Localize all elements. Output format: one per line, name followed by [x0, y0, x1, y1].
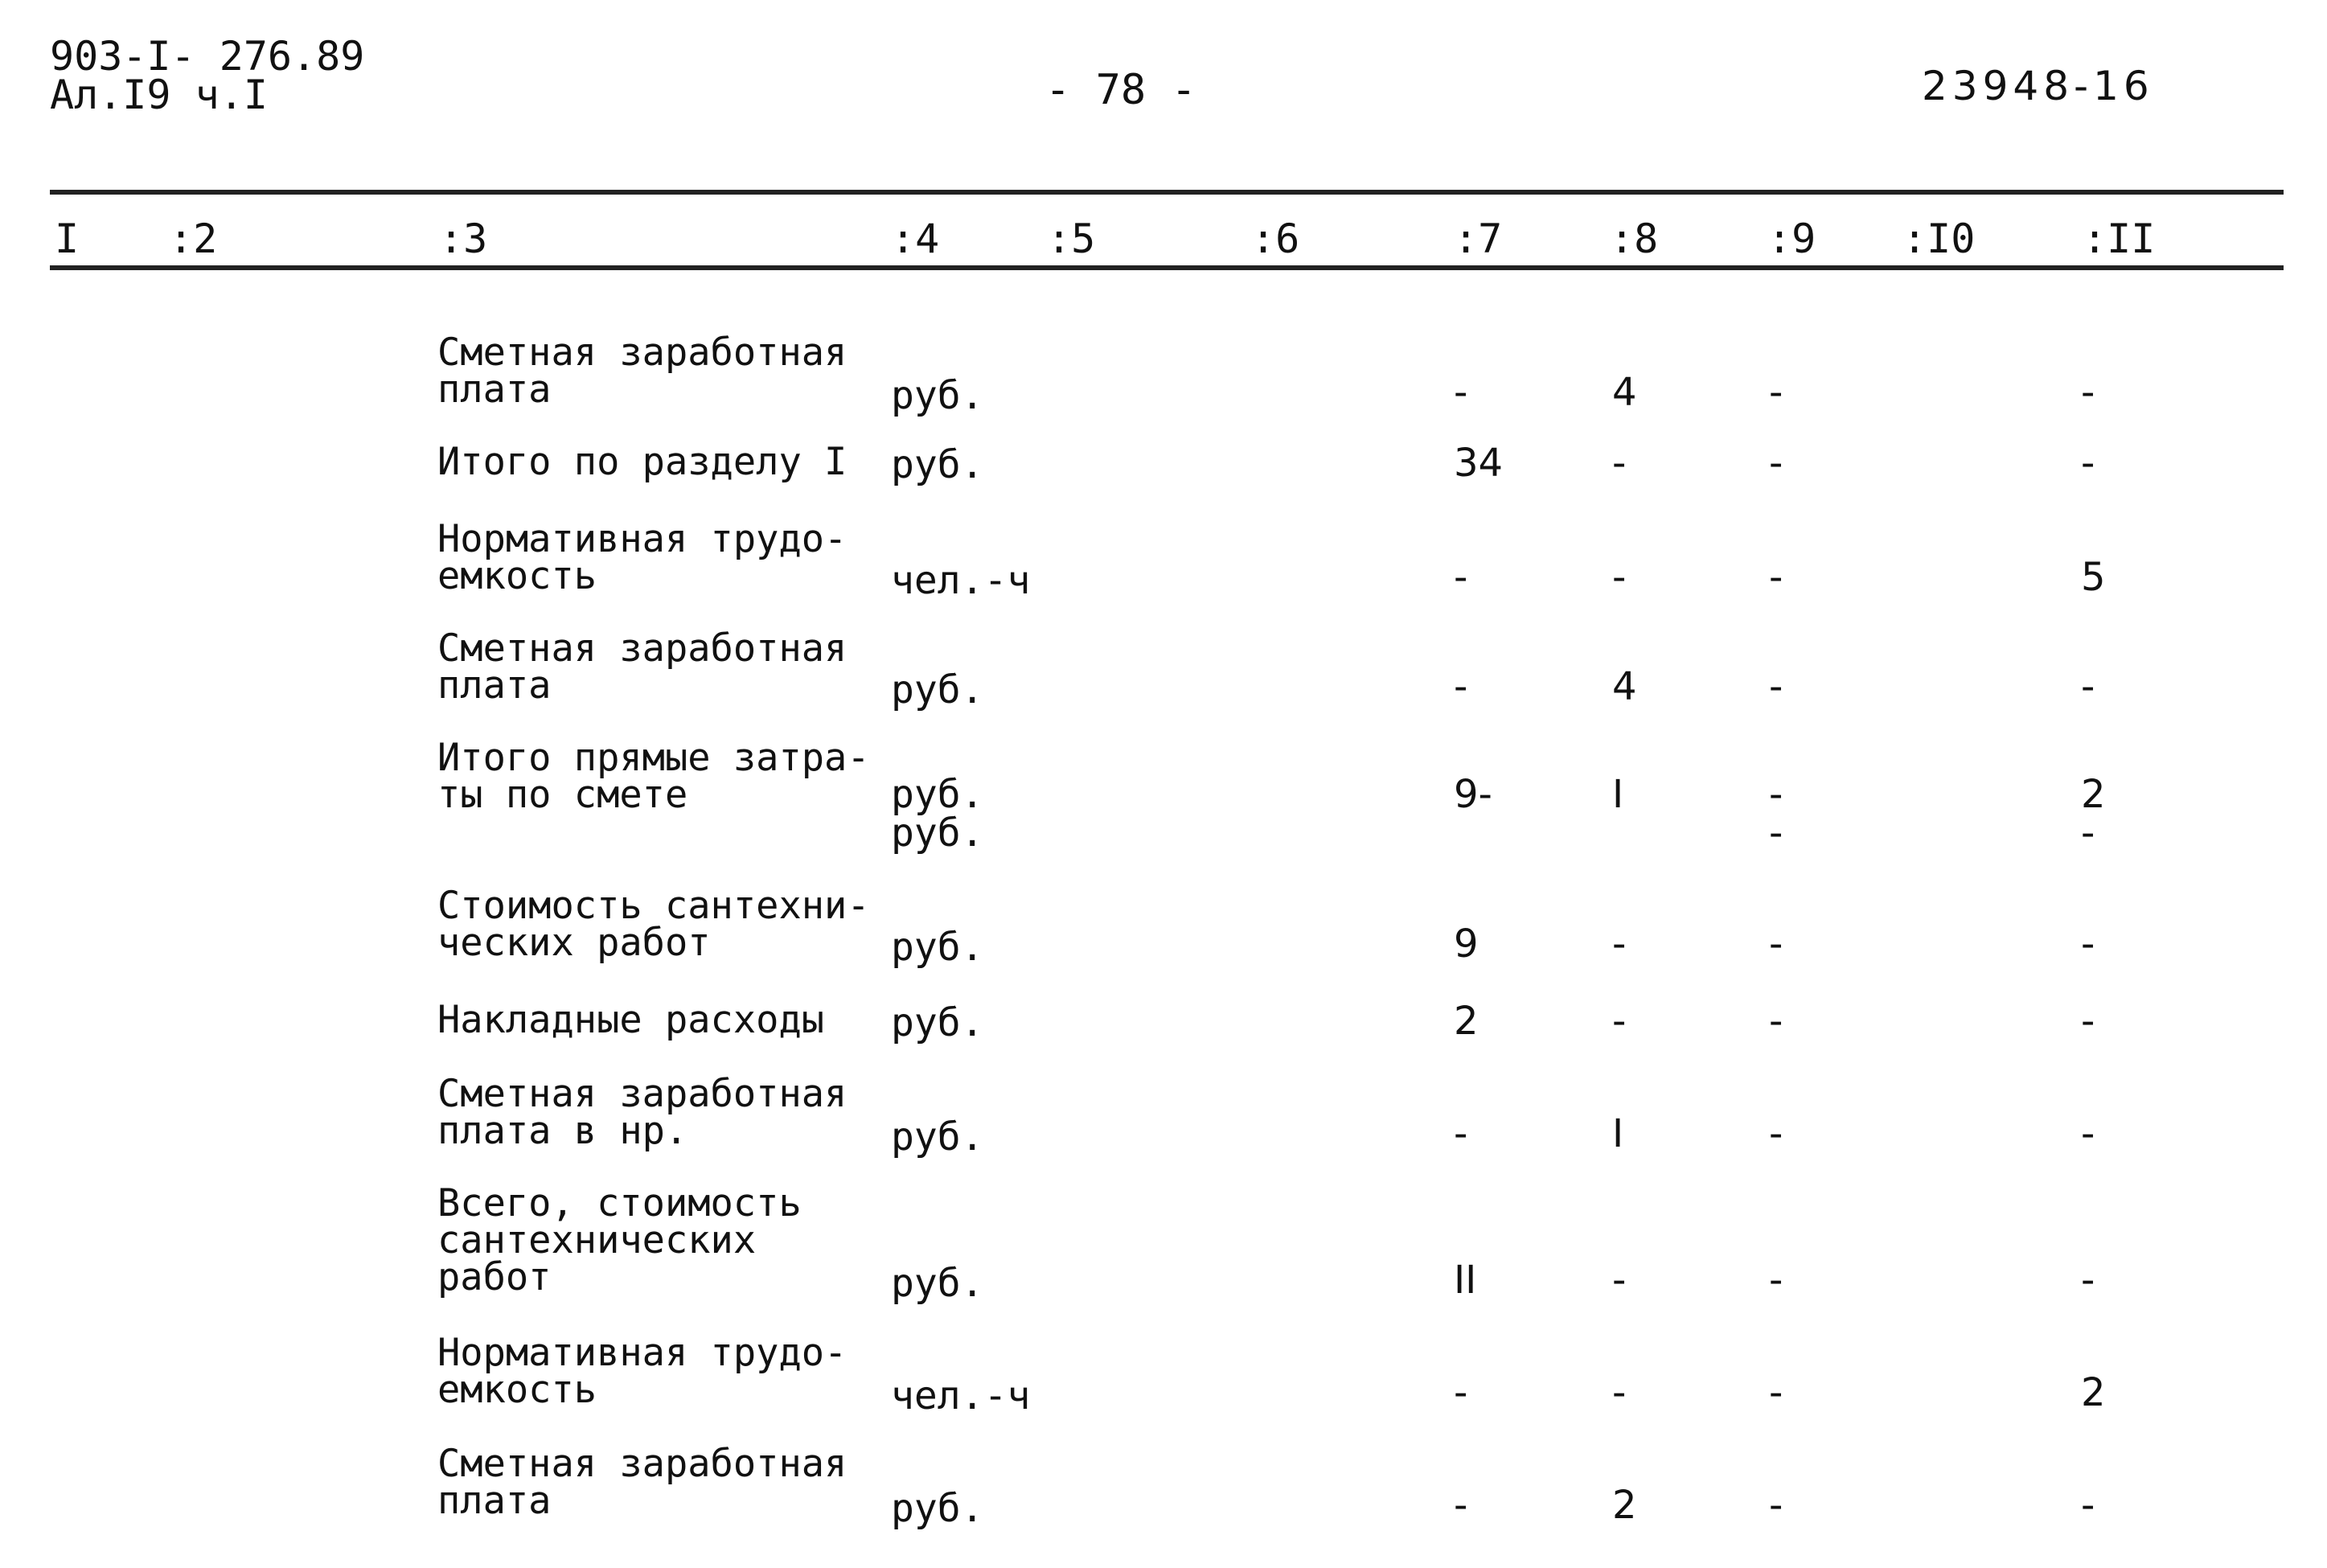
row-col-9: - — [1769, 555, 1783, 600]
page-number: - 78 - — [1045, 66, 1196, 114]
row-col-9: - - — [1769, 772, 1783, 856]
row-col-8: I — [1612, 1111, 1624, 1156]
row-col-11: 2 — [2081, 1370, 2106, 1415]
row-unit: руб. — [891, 1486, 984, 1531]
row-col-7: - — [1454, 370, 1468, 415]
row-col-9: - — [1769, 999, 1783, 1044]
row-description: Сметная заработная плата — [437, 1442, 847, 1523]
column-header-1: I — [55, 215, 80, 262]
column-header-8: :8 — [1610, 215, 1659, 262]
row-col-11: - — [2081, 664, 2095, 709]
row-col-8: 4 — [1612, 664, 1637, 709]
document-code-number: 903-I- 276.89 — [50, 33, 365, 80]
row-description: Всего, стоимость сантехнических работ — [437, 1181, 802, 1299]
column-header-5: :5 — [1047, 215, 1096, 262]
row-col-9: - — [1769, 1483, 1783, 1528]
row-col-9: - — [1769, 1258, 1783, 1303]
row-description: Итого по разделу I — [437, 440, 847, 484]
row-col-9: - — [1769, 1111, 1783, 1156]
row-col-7: - — [1454, 1111, 1468, 1156]
row-unit: руб. — [891, 1261, 984, 1306]
row-unit: руб. — [891, 667, 984, 712]
row-unit: руб. — [891, 925, 984, 970]
row-unit: руб. руб. — [891, 772, 984, 856]
row-col-7: II — [1454, 1258, 1477, 1303]
row-col-8: - — [1612, 922, 1627, 967]
row-unit: руб. — [891, 1114, 984, 1160]
row-description: Сметная заработная плата — [437, 626, 847, 708]
row-unit: чел.-ч — [891, 1373, 1031, 1418]
row-description: Стоимость сантехни- ческих работ — [437, 884, 870, 965]
row-col-11: - — [2081, 922, 2095, 967]
row-col-7: - — [1454, 664, 1468, 709]
row-col-9: - — [1769, 664, 1783, 709]
row-description: Итого прямые затра- ты по смете — [437, 736, 870, 817]
row-col-11: - — [2081, 441, 2095, 486]
row-col-8: - — [1612, 1258, 1627, 1303]
column-header-2: :2 — [169, 215, 218, 262]
row-col-11: 2 - — [2081, 772, 2106, 856]
column-header-9: :9 — [1767, 215, 1816, 262]
column-header-11: :II — [2083, 215, 2156, 262]
row-col-7: 9- — [1454, 772, 1492, 817]
document-sheet: Ал.I9 ч.I — [50, 72, 268, 118]
row-col-7: 34 — [1454, 441, 1504, 486]
row-col-9: - — [1769, 441, 1783, 486]
column-header-7: :7 — [1454, 215, 1503, 262]
row-col-11: - — [2081, 1111, 2095, 1156]
header-rule-bottom — [50, 265, 2284, 270]
row-col-8: - — [1612, 1370, 1627, 1415]
row-unit: руб. — [891, 442, 984, 487]
column-header-4: :4 — [891, 215, 940, 262]
row-col-8: 4 — [1612, 370, 1637, 415]
row-col-11: - — [2081, 1258, 2095, 1303]
row-col-7: 2 — [1454, 999, 1479, 1044]
document-code — [50, 33, 365, 118]
row-description: Сметная заработная плата — [437, 330, 847, 412]
header-rule-top — [50, 190, 2284, 195]
column-header-3: :3 — [439, 215, 488, 262]
row-col-11: - — [2081, 999, 2095, 1044]
row-unit: чел.-ч — [891, 558, 1031, 603]
document-number: 23948-16 — [1922, 63, 2154, 109]
row-col-11: 5 — [2081, 555, 2106, 600]
row-unit: руб. — [891, 373, 984, 418]
row-col-8: 2 — [1612, 1483, 1637, 1528]
row-col-11: - — [2081, 370, 2095, 415]
row-description: Сметная заработная плата в нр. — [437, 1072, 847, 1153]
row-col-9: - — [1769, 370, 1783, 415]
row-col-9: - — [1769, 1370, 1783, 1415]
column-header-10: :I0 — [1902, 215, 1976, 262]
row-description: Нормативная трудо- емкость — [437, 517, 847, 598]
row-unit: руб. — [891, 1000, 984, 1045]
row-description: Накладные расходы — [437, 998, 825, 1042]
row-col-7: - — [1454, 1483, 1468, 1528]
row-col-7: 9 — [1454, 922, 1479, 967]
row-col-7: - — [1454, 1370, 1468, 1415]
column-header-6: :6 — [1251, 215, 1300, 262]
row-col-8: I — [1612, 772, 1624, 817]
row-description: Нормативная трудо- емкость — [437, 1331, 847, 1412]
row-col-9: - — [1769, 922, 1783, 967]
row-col-8: - — [1612, 999, 1627, 1044]
row-col-8: - — [1612, 441, 1627, 486]
row-col-7: - — [1454, 555, 1468, 600]
row-col-11: - — [2081, 1483, 2095, 1528]
row-col-8: - — [1612, 555, 1627, 600]
